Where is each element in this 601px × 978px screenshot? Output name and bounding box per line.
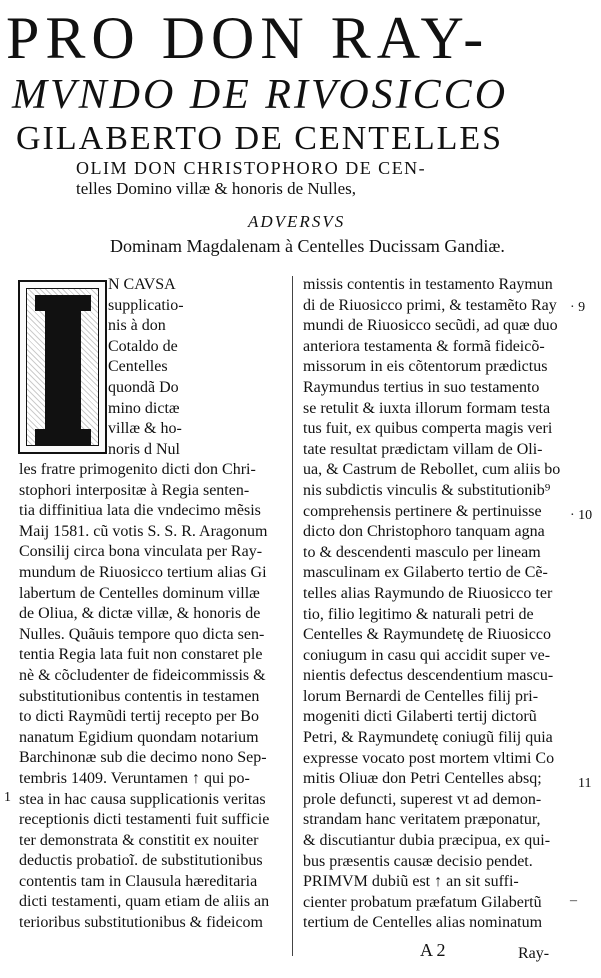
text-line: nis à don: [108, 317, 166, 335]
text-line: tia diffinitiua lata die vndecimo mẽsis: [19, 502, 261, 520]
title-line-3: GILABERTO DE CENTELLES: [16, 120, 504, 157]
text-line: mundum de Riuosicco tertium alias Gi: [19, 563, 267, 581]
text-line: strandam hanc veritatem præponatur,: [303, 811, 541, 829]
text-line: lorum Bernardi de Centelles filij pri-: [303, 687, 539, 705]
text-line: stea in hac causa supplicationis veritas: [19, 790, 266, 808]
title-line-4: OLIM DON CHRISTOPHORO DE CEN-: [76, 158, 427, 178]
text-line: quondã Do: [108, 378, 179, 396]
text-line: receptionis dicti testamenti fuit sufficie: [19, 811, 270, 829]
left-column-beside-initial: [108, 275, 184, 460]
text-line: Maij 1581. cũ votis S. S. R. Aragonum: [19, 522, 268, 540]
text-line: mitis Oliuæ don Petri Centelles absq;: [303, 770, 542, 788]
margin-note-10: · 10: [570, 508, 593, 523]
text-line: to dicti Raymũdi tertij recepto per Bo: [19, 708, 259, 726]
text-line: les fratre primogenito dicti don Chri-: [19, 461, 256, 478]
initial-ornament: [26, 288, 99, 446]
text-line: Centelles & Raymundetę de Riuosicco: [303, 626, 551, 644]
text-line: substitutionibus contentis in testamen: [19, 687, 260, 705]
text-line: se retulit & iuxta illorum formam testa: [303, 399, 551, 417]
text-line: mino dictæ: [108, 399, 180, 417]
left-column: [19, 460, 269, 934]
text-line: to & descendenti masculo per lineam: [303, 543, 541, 561]
text-line: Cotaldo de: [108, 337, 178, 355]
opponent-line: Dominam Magdalenam à Centelles Ducissam Gandiæ.: [110, 236, 505, 256]
text-line: & discutiantur dubia præcipua, ex qui-: [303, 832, 551, 850]
text-line: coniugum in casu qui accidit super ve-: [303, 646, 551, 664]
text-line: Raymundus tertius in suo testamento: [303, 378, 540, 396]
text-line: deductis probatioĩ. de substitutionibus: [19, 852, 263, 870]
signature-mark: A 2: [420, 940, 446, 960]
text-line: nanatum Egidium quondam notarium: [19, 728, 259, 746]
text-line: anteriora testamenta & formã fideicõ-: [303, 337, 545, 355]
catchword: Ray-: [518, 945, 550, 962]
text-line: tembris 1409. Veruntamen ↑ qui po-: [19, 769, 250, 787]
text-line: mogeniti dicti Gilaberti tertij dictorũ: [303, 708, 537, 726]
title-line-5: telles Domino villæ & honoris de Nulles,: [76, 179, 357, 198]
text-line: dicti testamenti, quam etiam de aliis an: [19, 893, 270, 911]
text-line: telles alias Raymundo de Riuosicco ter: [303, 584, 553, 602]
text-line: ua, & Castrum de Rebollet, cum aliis bo: [303, 461, 561, 479]
text-line: tertium de Centelles alias nominatum: [303, 914, 543, 932]
text-line: nè & cõcludenter de fideicommissis &: [19, 666, 266, 684]
text-line: contentis tam in Clausula hæreditaria: [19, 872, 258, 890]
text-line: tus fuit, ex quibus comperta magis veri: [303, 420, 553, 438]
column-divider: [292, 276, 293, 956]
text-line: missis contentis in testamento Raymun: [303, 276, 553, 293]
text-line: tate resultat prædictam villam de Oli-: [303, 440, 543, 458]
text-line: expresse vocato post mortem vltimi Co: [303, 749, 555, 767]
title-line-1: PRO DON RAY-: [6, 5, 490, 71]
text-line: bus præsentis causæ decisio pendet.: [303, 852, 533, 870]
text-line: Nulles. Quãuis tempore quo dicta sen-: [19, 625, 265, 643]
text-line: nis subdictis vinculis & substitutionib⁹: [303, 481, 551, 499]
text-line: di de Riuosicco primi, & testamẽto Ray: [303, 296, 557, 314]
text-line: dicto don Christophoro tanquam agna: [303, 523, 545, 541]
text-line: cienter probatum præfatum Gilabertũ: [303, 893, 542, 911]
decorated-initial-i: [18, 280, 107, 454]
text-line: Consilij circa bona vinculata per Ray-: [19, 543, 263, 561]
text-line: PRIMVM dubiũ est ↑ an sit suffi-: [303, 873, 519, 891]
text-line: noris d Nul: [108, 440, 180, 458]
text-line: mundi de Riuosicco secũdi, ad quæ duo: [303, 317, 558, 335]
text-line: stophori interpositæ à Regia senten-: [19, 481, 250, 499]
text-line: tio, filio legitimo & naturali petri de: [303, 605, 534, 623]
text-line: missorum in eis cõtentorum prædictus: [303, 358, 548, 376]
text-line: de Oliua, & dictæ villæ, & honoris de: [19, 605, 261, 623]
text-line: villæ & ho-: [108, 420, 182, 438]
text-line: nientis defectus descendentium mascu-: [303, 667, 554, 685]
text-line: ter demonstrata & constitit ex nouiter: [19, 831, 259, 849]
text-line: labertum de Centelles dominum villæ: [19, 584, 260, 602]
text-line: tentia Regia lata fuit non constaret ple: [19, 646, 263, 664]
margin-note-11: 11: [578, 776, 592, 791]
text-line: N CAVSA: [108, 276, 176, 293]
text-line: masculinam ex Gilaberto tertio de Cẽ-: [303, 564, 548, 582]
margin-note-tick: ¯: [570, 900, 577, 915]
text-line: prole defuncti, superest vt ad demon-: [303, 790, 542, 808]
text-line: Barchinonæ sub die decimo nono Sep-: [19, 749, 267, 767]
margin-note-9: · 9: [570, 300, 586, 315]
text-line: Centelles: [108, 358, 168, 376]
margin-note-1: 1: [4, 790, 11, 805]
adversus-heading: ADVERSVS: [248, 212, 346, 231]
right-column: [303, 275, 560, 934]
title-line-2: MVNDO DE RIVOSICCO: [12, 72, 509, 118]
text-line: comprehensis pertinere & pertinuisse: [303, 502, 542, 520]
text-line: terioribus substitutionibus & fideicom: [19, 914, 263, 932]
text-line: Petri, & Raymundetę coniugũ filij quia: [303, 729, 553, 747]
text-line: supplicatio-: [108, 296, 184, 314]
